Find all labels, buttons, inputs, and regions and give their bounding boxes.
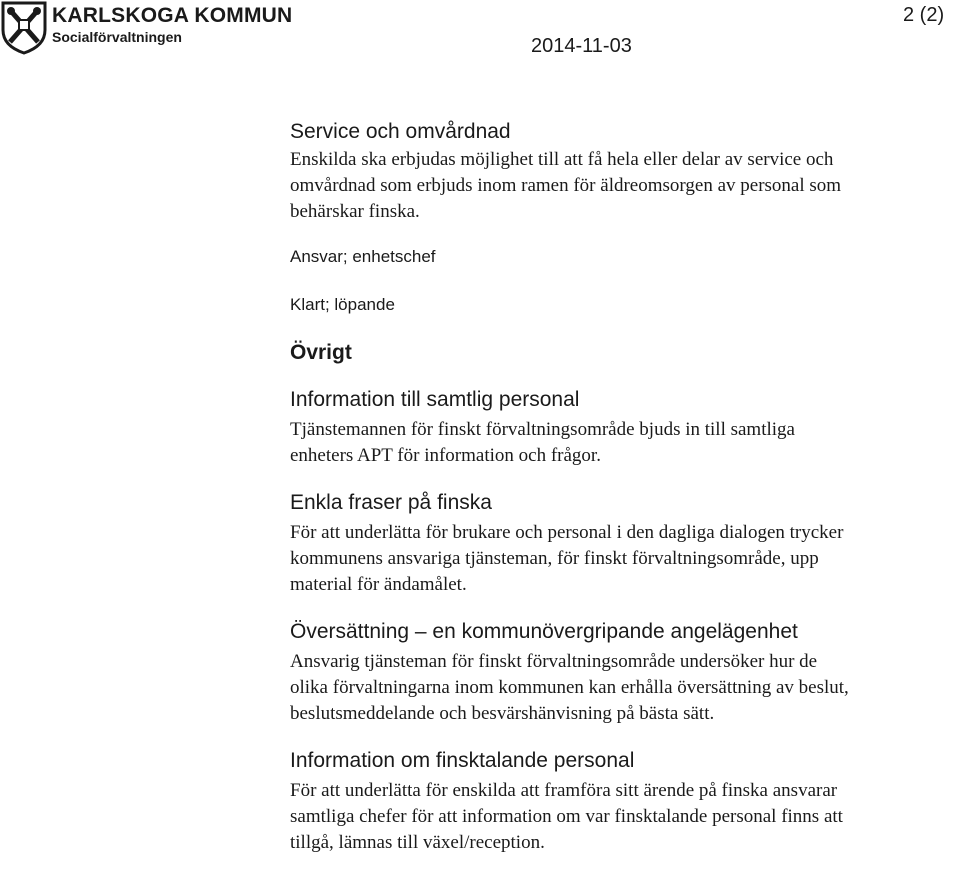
section-heading: Service och omvårdnad [290, 120, 511, 143]
heading-finsktalande: Information om finsktalande personal [290, 749, 635, 772]
paragraph-line: material för ändamålet. [290, 574, 467, 595]
responsibility-note: Ansvar; enhetschef [290, 247, 436, 266]
paragraph-line: Enskilda ska erbjudas möjlighet till att få hela eller delar av service och [290, 149, 834, 170]
paragraph-line: enheters APT för information och frågor. [290, 445, 601, 466]
paragraph-line: samtliga chefer för att information om var finsktalande personal finns att [290, 806, 843, 827]
document-date: 2014-11-03 [531, 35, 632, 57]
status-note: Klart; löpande [290, 295, 395, 314]
heading-oversattning: Översättning – en kommunövergripande angelägenhet [290, 620, 798, 643]
page-number: 2 (2) [903, 4, 945, 26]
paragraph-line: olika förvaltningarna inom kommunen kan erhålla översättning av beslut, [290, 677, 849, 698]
document-body [290, 118, 958, 856]
paragraph-line: beslutsmeddelande och besvärshänvisning på bästa sätt. [290, 703, 715, 724]
paragraph-line: behärskar finska. [290, 201, 420, 222]
org-name: KARLSKOGA KOMMUN [52, 4, 293, 27]
coat-of-arms-icon [0, 0, 48, 54]
paragraph-line: Tjänstemannen för finskt förvaltningsområde bjuds in till samtliga [290, 419, 795, 440]
paragraph-line: För att underlätta för brukare och personal i den dagliga dialogen trycker [290, 522, 844, 543]
karlskoga-logo [0, 0, 293, 56]
paragraph-line: För att underlätta för enskilda att framföra sitt ärende på finska ansvarar [290, 780, 838, 801]
paragraph-line: Ansvarig tjänsteman för finskt förvaltningsområde undersöker hur de [290, 651, 818, 672]
paragraph-line: kommunens ansvariga tjänsteman, för finskt förvaltningsområde, upp [290, 548, 819, 569]
paragraph-line: omvårdnad som erbjuds inom ramen för äldreomsorgen av personal som [290, 175, 842, 196]
paragraph-line: tillgå, lämnas till växel/reception. [290, 832, 545, 853]
heading-fraser: Enkla fraser på finska [290, 491, 492, 514]
heading-ovrigt: Övrigt [290, 341, 352, 364]
department-name: Socialförvaltningen [52, 29, 182, 45]
heading-service [290, 118, 958, 147]
heading-info-personal: Information till samtlig personal [290, 388, 580, 411]
